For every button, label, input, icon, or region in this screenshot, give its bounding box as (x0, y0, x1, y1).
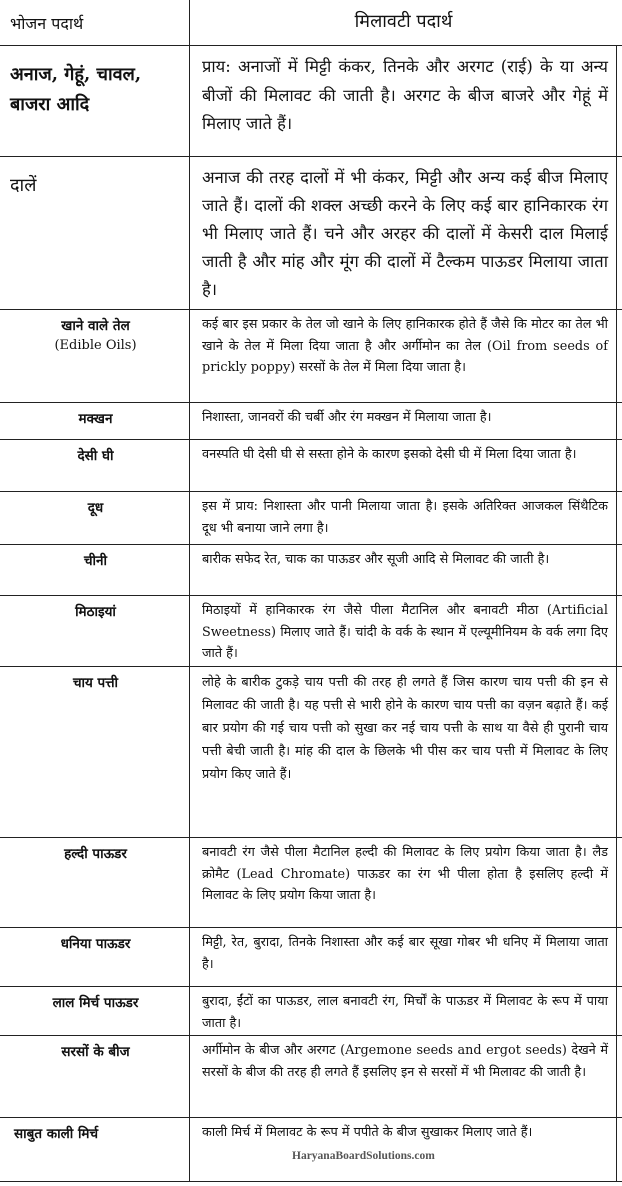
adulterant-cell (190, 667, 617, 837)
food-item-cell (0, 440, 190, 491)
food-item-label: अनाज, गेहूं, चावल, बाजरा आदि (10, 64, 142, 115)
adulterant-cell (190, 46, 617, 156)
header-food-item: भोजन पदार्थ (0, 0, 190, 45)
adulterant-cell (190, 310, 617, 402)
food-item-cell (0, 157, 190, 309)
adulterant-cell (190, 596, 617, 666)
adulterant-text: मिठाइयों में हानिकारक रंग जैसे पीला मैटानिल और बनावटी मीठा (Artificial Sweetness) मिलाए जाते हैं। चांदी के वर्क के स्थान में एल्यूमीनियम के वर्क लगा दिए जाते हैं। (202, 603, 608, 661)
adulterant-cell (190, 838, 617, 927)
food-item-label: दूध (87, 500, 104, 516)
table-row (0, 928, 622, 987)
food-item-label: देसी घी (77, 448, 114, 464)
food-item-label: हल्दी पाऊडर (64, 846, 127, 862)
adulterant-text: प्राय: अनाजों में मिट्टी कंकर, तिनके और अरगट (राई) के या अन्य बीजों की मिलावट की जाती है। अरगट के बीज बाजरे और गेहूं में मिलाए जाते हैं। (202, 57, 608, 133)
food-item-cell (0, 928, 190, 986)
food-item-label: धनिया पाऊडर (60, 936, 131, 952)
food-item-label: साबुत काली मिर्च (14, 1126, 99, 1142)
food-item-cell (0, 1036, 190, 1117)
food-item-label: चाय पत्ती (72, 675, 119, 691)
food-item-cell (0, 403, 190, 439)
table-row (0, 545, 622, 596)
adulterant-cell (190, 492, 617, 544)
adulterant-text: लोहे के बारीक टुकड़े चाय पत्ती की तरह ही लगते हैं जिस कारण चाय पत्ती की इन से मिलावट की जाती है। यह पत्ती से भारी होने के कारण चाय पत्ती का वज़न बढ़ाते हैं। कई बार प्रयोग की गई चाय पत्ती को सुखा कर नई चाय पत्ती के साथ या वैसे ही पुरानी चाय पत्ती बेची जाती है। मांह की दाल के छिलके भी पीस कर चाय पत्ती में मिलावट के लिए प्रयोग किए जाते हैं। (202, 675, 608, 782)
adulterant-cell (190, 157, 617, 309)
food-item-label: दालें (10, 175, 37, 196)
adulterant-text: मिट्टी, रेत, बुरादा, तिनके निशास्ता और कई बार सूखा गोबर भी धनिए में मिलाया जाता है। (202, 935, 608, 972)
adulterant-text: अनाज की तरह दालों में भी कंकर, मिट्टी और अन्य कई बीज मिलाए जाते हैं। दालों की शक्ल अच्छी करने के लिए कई बार हानिकारक रंग भी मिलाए जाते हैं। चने और अरहर की दालों में केसरी दाल मिलाई जाती है और मांह और मूंग की दालों में टैल्कम पाऊडर मिलाया जाता है। (202, 168, 608, 299)
adulterant-text: अर्गीमोन के बीज और अरगट (Argemone seeds and ergot seeds) देखने में सरसों के बीज की तरह ही लगते हैं इसलिए इन से सरसों में भी मिलावट की जाती है। (202, 1043, 608, 1080)
food-item-label: चीनी (83, 553, 108, 569)
food-item-cell (0, 545, 190, 595)
food-item-cell (0, 987, 190, 1035)
table-row (0, 987, 622, 1036)
food-item-label: मिठाइयां (75, 604, 116, 620)
adulterant-cell (190, 440, 617, 491)
table-row (0, 46, 622, 157)
food-item-cell (0, 838, 190, 927)
food-item-label: सरसों के बीज (61, 1044, 130, 1060)
adulterant-text: बुरादा, ईंटों का पाऊडर, लाल बनावटी रंग, मिर्चों के पाऊडर में मिलावट के रूप में पाया जाता है। (202, 994, 608, 1031)
table-row (0, 157, 622, 310)
header-adulterant: मिलावटी पदार्थ (354, 11, 453, 32)
adulterant-cell (190, 403, 617, 439)
food-item-note: (Edible Oils) (54, 338, 137, 353)
table-row (0, 310, 622, 403)
adulterant-text: वनस्पति घी देसी घी से सस्ता होने के कारण इसको देसी घी में मिला दिया जाता है। (202, 447, 577, 462)
table-row (0, 667, 622, 838)
adulterant-text: कई बार इस प्रकार के तेल जो खाने के लिए हानिकारक होते हैं जैसे कि मोटर का तेल भी खाने के तेल में मिला दिया जाता है और अर्गीमोन का तेल (Oil from seeds of prickly poppy) सरसों के तेल में मिला दिया जाता है। (202, 317, 608, 375)
food-item-cell (0, 492, 190, 544)
food-item-label: मक्खन (78, 411, 113, 427)
adulterant-text: बनावटी रंग जैसे पीला मैटानिल हल्दी की मिलावट के लिए प्रयोग किया जाता है। लैड क्रोमैट (Lead Chromate) पाऊडर का रंग भी पीला होता है इसलिए हल्दी में मिलावट के लिए प्रयोग किया जाता है। (202, 845, 608, 903)
adulterant-text: निशास्ता, जानवरों की चर्बी और रंग मक्खन में मिलाया जाता है। (202, 410, 492, 425)
food-item-cell (0, 596, 190, 666)
food-item-cell (0, 46, 190, 156)
table-row (0, 838, 622, 928)
table-row (0, 596, 622, 667)
adulterant-cell (190, 545, 617, 595)
watermark-text: HaryanaBoardSolutions.com (292, 1150, 435, 1162)
adulterant-cell (190, 987, 617, 1035)
table-row (0, 403, 622, 440)
table-row (0, 1036, 622, 1118)
adulterant-cell (190, 1036, 617, 1117)
adulterant-text: बारीक सफेद रेत, चाक का पाऊडर और सूजी आदि से मिलावट की जाती है। (202, 552, 550, 567)
adulterant-text: इस में प्राय: निशास्ता और पानी मिलाया जाता है। इसके अतिरिक्त आजकल सिंथैटिक दूध भी बनाया जाने लगा है। (202, 499, 608, 536)
adulterant-text: काली मिर्च में मिलावट के रूप में पपीते के बीज सुखाकर मिलाए जाते हैं। (202, 1125, 533, 1140)
food-item-cell (0, 1118, 190, 1181)
food-item-label: लाल मिर्च पाऊडर (52, 995, 139, 1011)
food-item-cell (0, 310, 190, 402)
table-header (0, 0, 622, 46)
food-item-label: खाने वाले तेल (61, 318, 130, 334)
food-item-cell (0, 667, 190, 837)
table-body (0, 46, 622, 1182)
table-row (0, 492, 622, 545)
table-row (0, 440, 622, 492)
adulterant-cell (190, 928, 617, 986)
